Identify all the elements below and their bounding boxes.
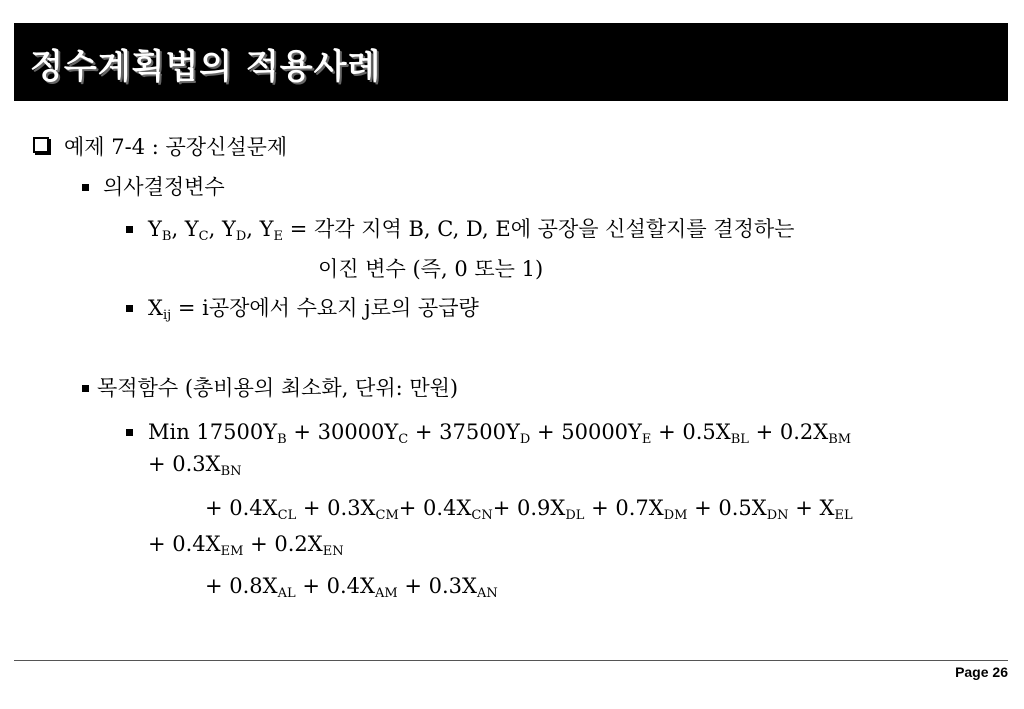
objective-line-3 bbox=[205, 574, 498, 601]
subscript: CL bbox=[277, 508, 297, 523]
footer-divider bbox=[14, 660, 1008, 661]
subscript: CN bbox=[471, 508, 493, 523]
subscript: EN bbox=[322, 544, 344, 559]
decision-vars-heading: 의사결정변수 bbox=[103, 175, 225, 199]
separator: , bbox=[171, 217, 185, 241]
term: + X bbox=[788, 496, 835, 520]
objective-line-2 bbox=[205, 496, 853, 523]
example-label: 예제 7-4 : 공장신설문제 bbox=[64, 135, 288, 159]
term: + 0.3X bbox=[296, 496, 376, 520]
subscript: AN bbox=[476, 586, 498, 601]
y-definition-cont: 이진 변수 (즉, 0 또는 1) bbox=[318, 257, 544, 281]
subscript: EM bbox=[220, 544, 244, 559]
objective-line-2b bbox=[148, 532, 344, 559]
subscript: C bbox=[398, 432, 409, 447]
square-bullet-icon bbox=[126, 429, 133, 436]
subscript: BL bbox=[730, 432, 749, 447]
y-var: Y bbox=[148, 217, 162, 241]
subscript: BN bbox=[220, 464, 242, 479]
page-number: Page 26 bbox=[955, 664, 1008, 680]
square-bullet-icon bbox=[126, 305, 133, 312]
separator: , bbox=[208, 217, 222, 241]
term: + 0.4X bbox=[295, 574, 375, 598]
term: + 37500Y bbox=[408, 420, 520, 444]
subscript: ij bbox=[162, 308, 172, 323]
subscript: AL bbox=[277, 586, 296, 601]
term: + 0.2X bbox=[243, 532, 323, 556]
y-def-text: = 각각 지역 B, C, D, E에 공장을 신설할지를 결정하는 bbox=[283, 217, 795, 241]
title-bar bbox=[14, 23, 1008, 101]
term: + 0.4X bbox=[148, 532, 221, 556]
term: + 0.5X bbox=[687, 496, 767, 520]
page-title: 정수계획법의 적용사례 bbox=[30, 47, 382, 87]
term: + 0.9X bbox=[492, 496, 566, 520]
square-bullet-icon bbox=[126, 226, 133, 233]
objective-heading: 목적함수 (총비용의 최소화, 단위: 만원) bbox=[97, 376, 459, 400]
square-bullet-icon bbox=[82, 385, 89, 392]
subscript: E bbox=[273, 229, 284, 244]
term: Min 17500Y bbox=[148, 420, 278, 444]
y-var: Y bbox=[221, 217, 236, 241]
x-def-text: = i공장에서 수요지 j로의 공급량 bbox=[171, 296, 479, 320]
subscript: AM bbox=[374, 586, 398, 601]
subscript: EL bbox=[834, 508, 853, 523]
x-var: X bbox=[148, 296, 163, 320]
subscript: CM bbox=[375, 508, 399, 523]
square-bullet-icon bbox=[82, 184, 89, 191]
subscript: B bbox=[277, 432, 287, 447]
subscript: BM bbox=[828, 432, 852, 447]
subscript: DN bbox=[766, 508, 789, 523]
y-var: Y bbox=[259, 217, 274, 241]
term: + 0.8X bbox=[205, 574, 278, 598]
checkbox-bullet-icon bbox=[33, 137, 49, 153]
objective-line-1 bbox=[148, 420, 852, 447]
term: + 0.7X bbox=[584, 496, 664, 520]
objective-line-1b bbox=[148, 452, 242, 479]
subscript: D bbox=[235, 229, 247, 244]
subscript: DM bbox=[663, 508, 688, 523]
subscript: C bbox=[198, 229, 209, 244]
term: + 50000Y bbox=[530, 420, 642, 444]
term: + 0.3X bbox=[148, 452, 221, 476]
y-var: Y bbox=[184, 217, 199, 241]
subscript: DL bbox=[565, 508, 585, 523]
x-definition bbox=[148, 296, 479, 323]
term: + 0.4X bbox=[398, 496, 472, 520]
subscript: B bbox=[161, 229, 172, 244]
y-definition bbox=[148, 217, 795, 244]
term: + 0.4X bbox=[205, 496, 278, 520]
term: + 0.3X bbox=[397, 574, 477, 598]
term: + 0.5X bbox=[651, 420, 731, 444]
term: + 30000Y bbox=[286, 420, 399, 444]
term: + 0.2X bbox=[748, 420, 829, 444]
subscript: D bbox=[519, 432, 531, 447]
separator: , bbox=[246, 217, 260, 241]
subscript: E bbox=[641, 432, 652, 447]
